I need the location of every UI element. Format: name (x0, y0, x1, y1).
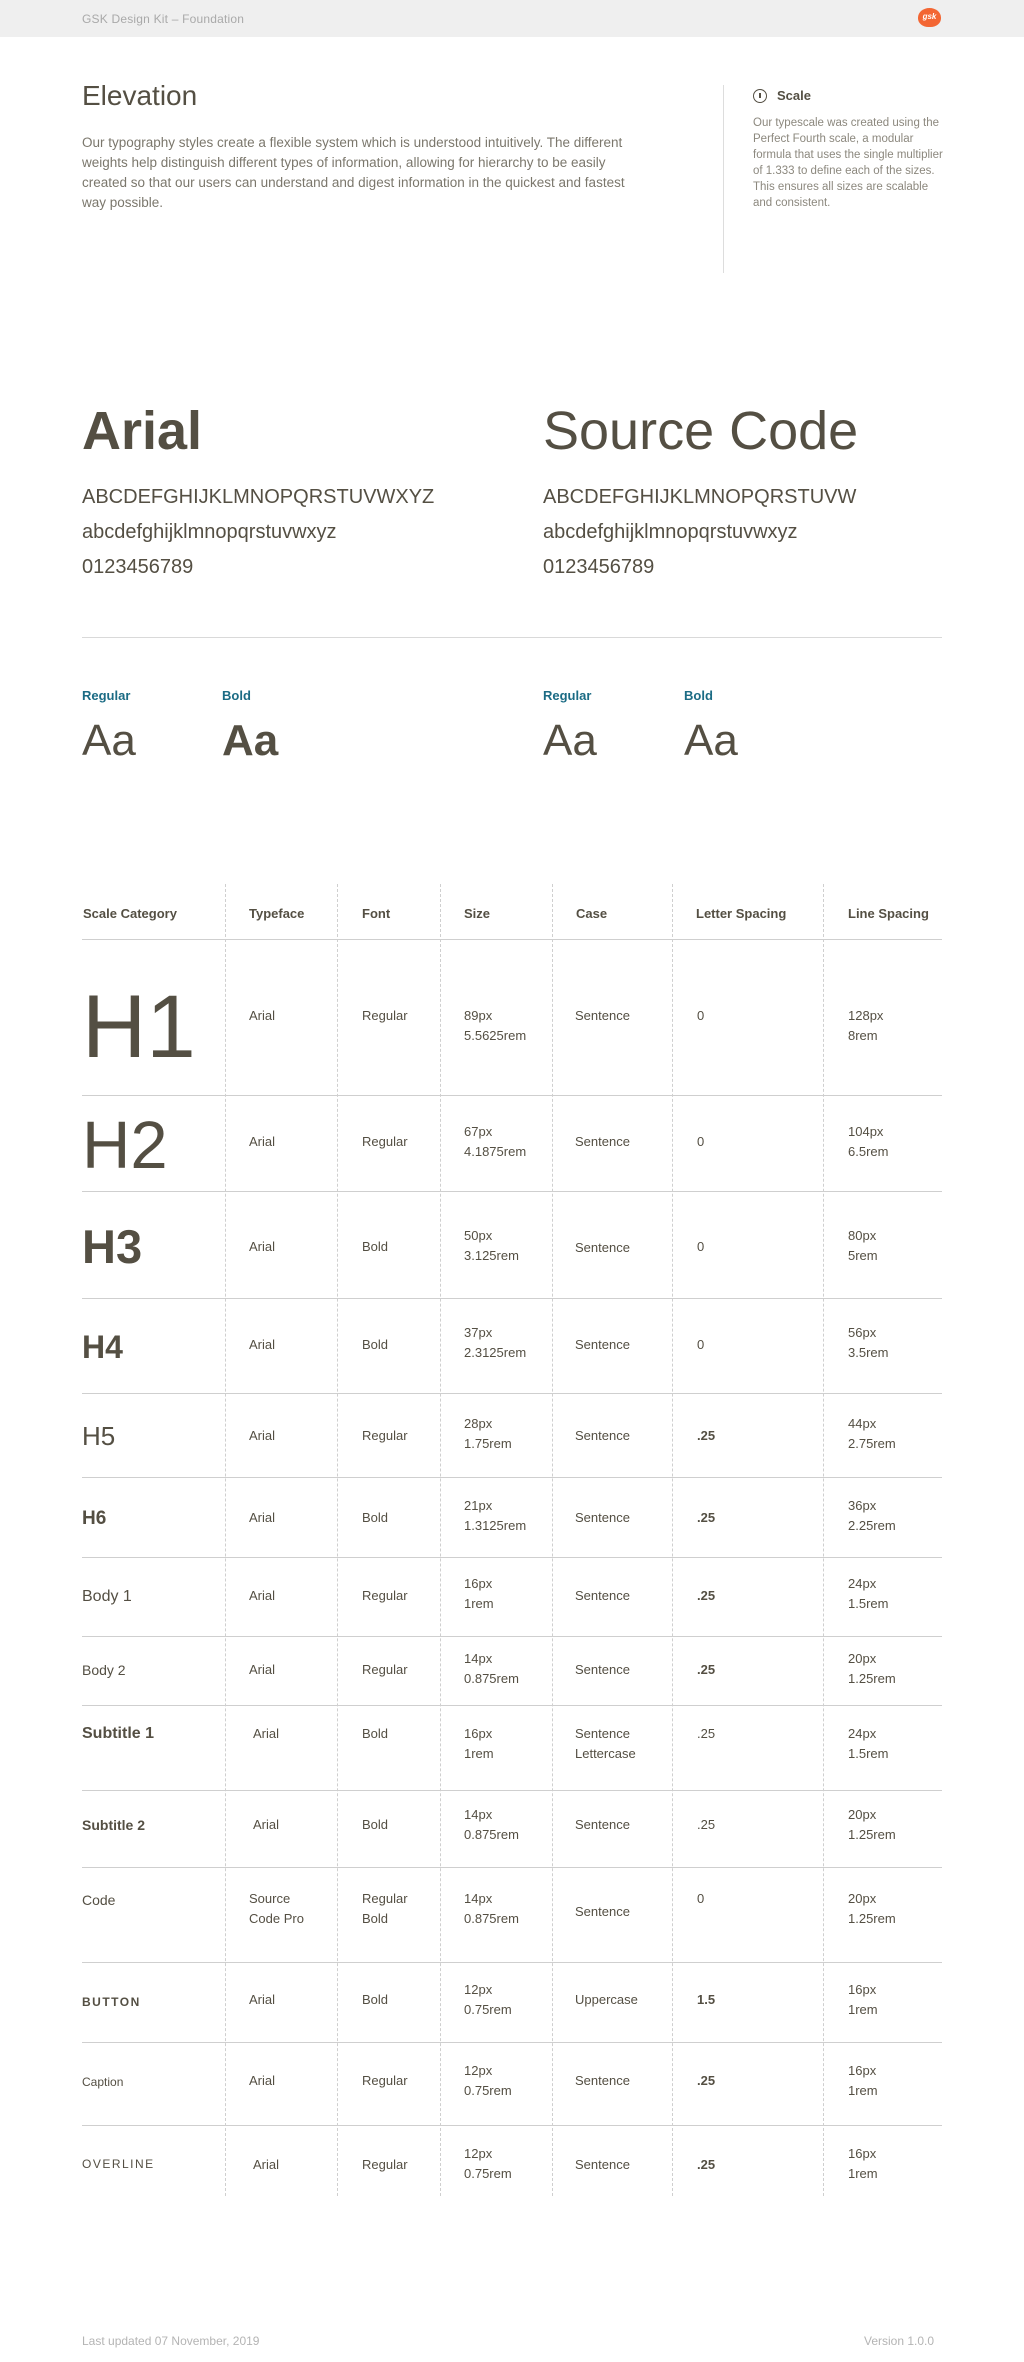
sample-body-1: Body 1 (82, 1588, 132, 1605)
row-rule (82, 1705, 942, 1706)
cell-line-px: 24px (848, 1726, 877, 1741)
cell-line-rem: 1rem (848, 2083, 878, 2098)
cell-letter-spacing: .25 (697, 2073, 716, 2088)
font-name-source-code: Source Code (543, 401, 859, 461)
cell-size-px: 14px (464, 1807, 493, 1822)
cell-case: Uppercase (575, 1992, 638, 2007)
cell-font: Regular (362, 1662, 408, 1677)
cell-case: Sentence (575, 1510, 630, 1525)
column-header-typeface: Typeface (249, 906, 305, 921)
last-updated: Last updated 07 November, 2019 (82, 2334, 260, 2348)
cell-case: Sentence (575, 1134, 630, 1149)
cell-size-px: 16px (464, 1726, 493, 1741)
cell-line-px: 16px (848, 2146, 877, 2161)
cell-letter-spacing: 0 (697, 1239, 705, 1254)
column-header-size: Size (464, 906, 491, 921)
version-label: Version 1.0.0 (864, 2334, 935, 2348)
cell-font: Bold (362, 1239, 389, 1254)
cell-letter-spacing: .25 (697, 1726, 716, 1741)
cell-line-rem: 5rem (848, 1248, 878, 1263)
cell-case: Sentence (575, 1662, 630, 1677)
cell-case: Sentence (575, 1240, 630, 1255)
kit-title: GSK Design Kit – Foundation (82, 12, 245, 26)
cell-typeface: Arial (249, 2073, 276, 2088)
row-rule (82, 1636, 942, 1637)
cell-font: Regular (362, 1588, 408, 1603)
cell-line-rem: 1.25rem (848, 1671, 896, 1686)
row-rule (82, 1477, 942, 1478)
column-header-font: Font (362, 906, 391, 921)
cell-letter-spacing: 1.5 (697, 1992, 716, 2007)
cell-font: Regular (362, 1134, 408, 1149)
cell-size-rem: 1rem (464, 1746, 494, 1761)
cell-letter-spacing: 0 (697, 1008, 705, 1023)
sample-subtitle-1: Subtitle 1 (82, 1725, 155, 1742)
cell-size-rem: 0.75rem (464, 2083, 512, 2098)
cell-case: Sentence (575, 2157, 630, 2172)
aside-divider (723, 85, 724, 273)
cell-line-px: 20px (848, 1651, 877, 1666)
sample-subtitle-2: Subtitle 2 (82, 1817, 146, 1833)
cell-line-px: 24px (848, 1576, 877, 1591)
column-header-case: Case (576, 906, 608, 921)
logo-text: gsk (922, 12, 937, 21)
section-divider (82, 637, 942, 638)
cell-size-px: 67px (464, 1124, 493, 1139)
column-header-line-spacing: Line Spacing (848, 906, 929, 921)
cell-line-rem: 6.5rem (848, 1144, 889, 1159)
cell-typeface: Arial (249, 1428, 276, 1443)
cell-font-secondary: Bold (362, 1911, 389, 1926)
row-rule (82, 2125, 942, 2126)
cell-size-rem: 1.3125rem (464, 1518, 527, 1533)
cell-size-px: 89px (464, 1008, 493, 1023)
weight-label-arial-bold: Bold (222, 688, 251, 703)
font-name-arial: Arial (82, 401, 203, 461)
cell-size-px: 12px (464, 2063, 493, 2078)
cell-line-px: 44px (848, 1416, 877, 1431)
cell-case: Sentence (575, 2073, 630, 2088)
cell-size-px: 37px (464, 1325, 493, 1340)
cell-size-rem: 0.75rem (464, 2166, 512, 2181)
sample-code: Code (82, 1892, 116, 1908)
row-rule (82, 1557, 942, 1558)
cell-size-px: 50px (464, 1228, 493, 1243)
cell-size-px: 16px (464, 1576, 493, 1591)
sample-h5: H5 (82, 1421, 116, 1451)
cell-size-rem: 0.875rem (464, 1671, 519, 1686)
cell-line-px: 56px (848, 1325, 877, 1340)
cell-typeface: Arial (253, 1726, 280, 1741)
cell-line-px: 36px (848, 1498, 877, 1513)
weight-sample-code-bold: Aa (684, 716, 738, 765)
column-divider (672, 884, 673, 2196)
row-rule (82, 1298, 942, 1299)
cell-line-px: 80px (848, 1228, 877, 1243)
column-header-scale-category: Scale Category (83, 906, 177, 921)
cell-size-rem: 1rem (464, 1596, 494, 1611)
row-rule (82, 1095, 942, 1096)
cell-line-rem: 1rem (848, 2002, 878, 2017)
table-header-rule (82, 939, 942, 940)
cell-case: Sentence (575, 1817, 630, 1832)
cell-letter-spacing: .25 (697, 1428, 716, 1443)
column-divider (440, 884, 441, 2196)
cell-size-px: 12px (464, 2146, 493, 2161)
cell-case: Sentence (575, 1904, 630, 1919)
source-code-lowercase: abcdefghijklmnopqrstuvwxyz (543, 521, 798, 543)
cell-font: Bold (362, 1726, 389, 1741)
cell-line-rem: 1.5rem (848, 1746, 889, 1761)
cell-letter-spacing: .25 (697, 1588, 716, 1603)
page-title: Elevation (82, 80, 198, 111)
cell-case: Sentence (575, 1726, 630, 1741)
cell-line-rem: 3.5rem (848, 1345, 889, 1360)
row-rule (82, 1191, 942, 1192)
cell-size-px: 14px (464, 1891, 493, 1906)
cell-font: Bold (362, 1992, 389, 2007)
weight-sample-code-regular: Aa (543, 716, 597, 765)
cell-typeface: Arial (249, 1008, 276, 1023)
row-rule (82, 1790, 942, 1791)
cell-font: Bold (362, 1510, 389, 1525)
cell-size-rem: 0.75rem (464, 2002, 512, 2017)
cell-line-rem: 8rem (848, 1028, 878, 1043)
cell-size-rem: 5.5625rem (464, 1028, 527, 1043)
cell-case: Sentence (575, 1588, 630, 1603)
cell-font: Bold (362, 1817, 389, 1832)
cell-letter-spacing: .25 (697, 1817, 716, 1832)
column-divider (552, 884, 553, 2196)
top-bar (0, 0, 1024, 37)
cell-typeface: Arial (253, 1817, 280, 1832)
cell-line-px: 20px (848, 1891, 877, 1906)
sample-button: BUTTON (82, 1995, 141, 2009)
cell-size-rem: 4.1875rem (464, 1144, 527, 1159)
weight-sample-arial-regular: Aa (82, 716, 136, 765)
source-code-uppercase: ABCDEFGHIJKLMNOPQRSTUVW (543, 486, 857, 508)
cell-typeface-secondary: Code Pro (249, 1911, 304, 1926)
sample-overline: OVERLINE (82, 2157, 155, 2171)
cell-line-rem: 1.25rem (848, 1827, 896, 1842)
cell-letter-spacing: 0 (697, 1891, 705, 1906)
cell-typeface: Arial (253, 2157, 280, 2172)
cell-font: Regular (362, 1428, 408, 1443)
cell-size-rem: 3.125rem (464, 1248, 519, 1263)
cell-size-rem: 1.75rem (464, 1436, 512, 1451)
cell-typeface: Arial (249, 1134, 276, 1149)
cell-typeface: Arial (249, 1239, 276, 1254)
arial-uppercase: ABCDEFGHIJKLMNOPQRSTUVWXYZ (82, 486, 435, 508)
weight-label-code-bold: Bold (684, 688, 713, 703)
cell-font: Regular (362, 1891, 408, 1906)
cell-size-rem: 2.3125rem (464, 1345, 527, 1360)
cell-typeface: Arial (249, 1337, 276, 1352)
info-icon (753, 89, 767, 103)
sample-h2: H2 (82, 1108, 168, 1183)
cell-case: Sentence (575, 1008, 630, 1023)
cell-line-rem: 1rem (848, 2166, 878, 2181)
row-rule (82, 1867, 942, 1868)
cell-case: Sentence (575, 1428, 630, 1443)
cell-letter-spacing: 0 (697, 1337, 705, 1352)
cell-line-rem: 2.75rem (848, 1436, 896, 1451)
cell-line-rem: 1.25rem (848, 1911, 896, 1926)
cell-line-px: 16px (848, 1982, 877, 1997)
arial-lowercase: abcdefghijklmnopqrstuvwxyz (82, 521, 337, 543)
cell-size-px: 21px (464, 1498, 493, 1513)
cell-font: Regular (362, 2073, 408, 2088)
aside-text: Our typescale was created using the Perfect Fourth scale, a modular formula that uses the single multiplier of 1.333 to define each of the sizes. This ensures all sizes are scalable and consistent. (753, 117, 943, 209)
cell-font: Bold (362, 1337, 389, 1352)
cell-font: Regular (362, 2157, 408, 2172)
cell-size-rem: 0.875rem (464, 1827, 519, 1842)
intro-text: Our typography styles create a flexible system which is understood intuitively. The different weights help distinguish different types of information, allowing for hierarchy to be easily created so that our users can understand and digest information in the quickest and fastest way possible. (82, 135, 625, 210)
cell-line-px: 16px (848, 2063, 877, 2078)
row-rule (82, 1393, 942, 1394)
row-rule (82, 1962, 942, 1963)
cell-letter-spacing: 0 (697, 1134, 705, 1149)
cell-typeface: Arial (249, 1992, 276, 2007)
cell-size-rem: 0.875rem (464, 1911, 519, 1926)
cell-size-px: 28px (464, 1416, 493, 1431)
row-rule (82, 2042, 942, 2043)
column-divider (337, 884, 338, 2196)
column-divider (823, 884, 824, 2196)
weight-sample-arial-bold: Aa (222, 716, 279, 765)
weight-label-code-regular: Regular (543, 688, 592, 703)
column-divider (225, 884, 226, 2196)
sample-h3: H3 (82, 1220, 143, 1273)
sample-caption: Caption (82, 2075, 124, 2089)
cell-letter-spacing: .25 (697, 1510, 716, 1525)
cell-letter-spacing: .25 (697, 1662, 716, 1677)
sample-h4: H4 (82, 1329, 123, 1365)
column-header-letter-spacing: Letter Spacing (696, 906, 787, 921)
cell-letter-spacing: .25 (697, 2157, 716, 2172)
source-code-digits: 0123456789 (543, 556, 655, 578)
cell-case-secondary: Lettercase (575, 1746, 636, 1761)
sample-h1: H1 (82, 976, 196, 1076)
cell-line-rem: 1.5rem (848, 1596, 889, 1611)
weight-label-arial-regular: Regular (82, 688, 131, 703)
arial-digits: 0123456789 (82, 556, 194, 578)
cell-typeface: Arial (249, 1510, 276, 1525)
cell-typeface: Source (249, 1891, 291, 1906)
cell-line-px: 20px (848, 1807, 877, 1822)
gsk-logo[interactable] (918, 8, 941, 27)
aside-title: Scale (777, 88, 811, 103)
cell-typeface: Arial (249, 1662, 276, 1677)
cell-line-px: 128px (848, 1008, 884, 1023)
cell-size-px: 14px (464, 1651, 493, 1666)
sample-h6: H6 (82, 1508, 107, 1529)
cell-font: Regular (362, 1008, 408, 1023)
cell-line-rem: 2.25rem (848, 1518, 896, 1533)
cell-line-px: 104px (848, 1124, 884, 1139)
sample-body-2: Body 2 (82, 1662, 126, 1678)
cell-case: Sentence (575, 1337, 630, 1352)
cell-size-px: 12px (464, 1982, 493, 1997)
cell-typeface: Arial (249, 1588, 276, 1603)
